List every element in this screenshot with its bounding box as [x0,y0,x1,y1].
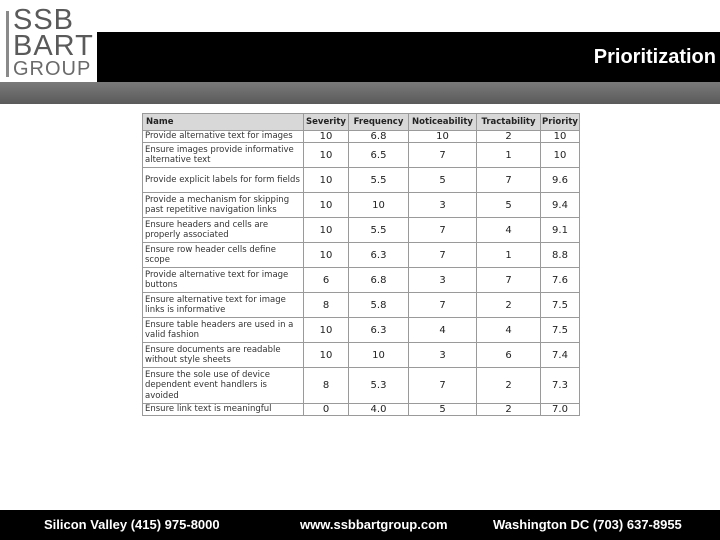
page-number: 68 [209,0,224,15]
table-row [143,318,580,343]
cell-noticeability: 7 [409,243,477,268]
cell-severity: 8 [304,293,349,318]
cell-name: Ensure link text is meaningful [143,404,304,416]
priority-table-container [142,113,579,427]
cell-name: Ensure the sole use of device dependent event handlers is avoided [143,368,304,404]
table-row [143,404,580,416]
cell-noticeability: 3 [409,343,477,368]
cell-frequency: 4.0 [349,404,409,416]
table-row [143,343,580,368]
footer-phone-silicon-valley: Silicon Valley (415) 975-8000 [44,517,220,532]
cell-name: Ensure documents are readable without style sheets [143,343,304,368]
cell-frequency: 10 [349,343,409,368]
table-row [143,368,580,404]
header-tractability: Tractability [477,114,541,131]
cell-severity: 10 [304,218,349,243]
header-divider [0,82,720,104]
cell-frequency: 6.3 [349,318,409,343]
cell-frequency: 5.5 [349,168,409,193]
cell-frequency: 5.5 [349,218,409,243]
cell-priority: 7.6 [541,268,580,293]
footer-website-link[interactable]: www.ssbbartgroup.com [300,517,448,532]
table-row [143,168,580,193]
cell-name: Provide a mechanism for skipping past repetitive navigation links [143,193,304,218]
cell-frequency: 6.8 [349,268,409,293]
cell-severity: 10 [304,318,349,343]
cell-frequency: 6.5 [349,143,409,168]
cell-tractability: 2 [477,404,541,416]
cell-priority: 9.6 [541,168,580,193]
cell-frequency: 5.3 [349,368,409,404]
logo-bar [6,11,9,77]
company-logo [6,4,96,80]
table-row [143,293,580,318]
slide-title: Prioritization [593,46,716,68]
cell-priority: 8.8 [541,243,580,268]
cell-priority: 9.1 [541,218,580,243]
cell-noticeability: 3 [409,193,477,218]
cell-noticeability: 5 [409,168,477,193]
cell-tractability: 7 [477,168,541,193]
cell-severity: 10 [304,193,349,218]
table-row [143,268,580,293]
cell-frequency: 10 [349,193,409,218]
header-priority: Priority [541,114,580,131]
table-row [143,143,580,168]
cell-priority: 7.5 [541,293,580,318]
logo-line-1: SSB [13,4,75,36]
cell-name: Provide explicit labels for form fields [143,168,304,193]
footer-phone-washington: Washington DC (703) 637-8955 [493,517,682,532]
cell-noticeability: 7 [409,218,477,243]
header-name: Name [143,114,304,131]
cell-priority: 9.4 [541,193,580,218]
cell-name: Ensure headers and cells are properly associated [143,218,304,243]
cell-severity: 10 [304,243,349,268]
cell-noticeability: 5 [409,404,477,416]
cell-frequency: 6.8 [349,131,409,143]
cell-noticeability: 4 [409,318,477,343]
cell-tractability: 7 [477,268,541,293]
cell-severity: 10 [304,143,349,168]
cell-severity: 10 [304,168,349,193]
cell-priority: 10 [541,143,580,168]
cell-name: Provide alternative text for image buttons [143,268,304,293]
cell-priority: 10 [541,131,580,143]
cell-tractability: 2 [477,131,541,143]
cell-tractability: 2 [477,368,541,404]
title-band [97,32,720,82]
cell-name: Ensure alternative text for image links is informative [143,293,304,318]
cell-noticeability: 10 [409,131,477,143]
table-row [143,193,580,218]
logo-line-2: BART [13,30,94,62]
cell-noticeability: 7 [409,368,477,404]
header-severity: Severity [304,114,349,131]
cell-severity: 8 [304,368,349,404]
cell-tractability: 4 [477,218,541,243]
table-header-row [143,114,580,131]
cell-name: Ensure row header cells define scope [143,243,304,268]
cell-priority: 7.5 [541,318,580,343]
priority-table [142,113,580,416]
cell-severity: 10 [304,131,349,143]
cell-name: Ensure images provide informative alternative text [143,143,304,168]
cell-name: Provide alternative text for images [143,131,304,143]
cell-priority: 7.4 [541,343,580,368]
footer-bar [0,510,720,540]
cell-severity: 10 [304,343,349,368]
table-row [143,131,580,143]
table-row [143,218,580,243]
cell-severity: 0 [304,404,349,416]
cell-tractability: 1 [477,243,541,268]
header-noticeability: Noticeability [409,114,477,131]
logo-line-3: GROUP [13,58,92,80]
cell-tractability: 4 [477,318,541,343]
cell-severity: 6 [304,268,349,293]
cell-frequency: 5.8 [349,293,409,318]
cell-frequency: 6.3 [349,243,409,268]
cell-tractability: 2 [477,293,541,318]
cell-tractability: 1 [477,143,541,168]
cell-tractability: 6 [477,343,541,368]
cell-noticeability: 3 [409,268,477,293]
cell-name: Ensure table headers are used in a valid fashion [143,318,304,343]
header-frequency: Frequency [349,114,409,131]
cell-priority: 7.0 [541,404,580,416]
cell-priority: 7.3 [541,368,580,404]
cell-noticeability: 7 [409,143,477,168]
cell-tractability: 5 [477,193,541,218]
table-row [143,243,580,268]
cell-noticeability: 7 [409,293,477,318]
